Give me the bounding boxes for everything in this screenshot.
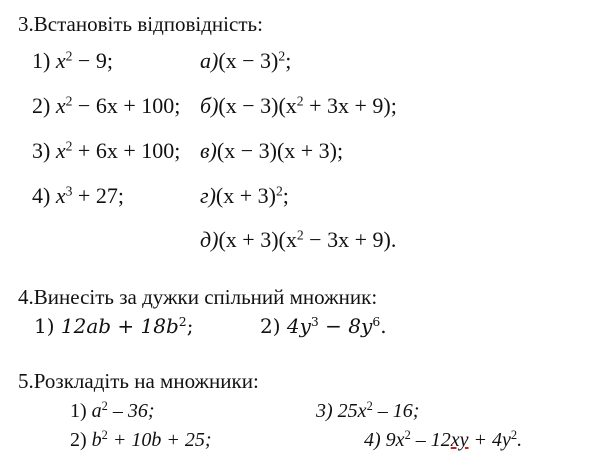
task-5-item-3-rest: – 16;	[372, 400, 420, 422]
task-3-right-g-rest: ;	[282, 183, 289, 208]
task-3-left-2-rest: − 6x + 100;	[72, 93, 181, 118]
task-3-right-a	[200, 50, 291, 72]
task-4-item-1-base: 12ab + 18b	[60, 314, 179, 338]
task-3-left-2	[32, 95, 180, 117]
task-3-left-1	[32, 50, 113, 72]
task-4-item-1-label: 1)	[34, 314, 55, 338]
task-3-left-3-sup: 2	[65, 138, 73, 154]
task-3-right-a-label: а)	[200, 48, 219, 73]
task-5-item-1-sup: 2	[101, 399, 108, 414]
task-4-item-2	[260, 316, 387, 336]
task-3-left-2-base: x	[55, 93, 66, 118]
task-4-item-2-base: 4y	[286, 314, 311, 338]
task-5-item-4-sup2: 2	[510, 428, 518, 443]
task-3-right-d-sup: 2	[296, 227, 304, 243]
task-5-item-1-base: a	[91, 400, 102, 422]
task-3-right-d-base: (x + 3)(x	[218, 227, 297, 252]
task-5-item-3	[316, 401, 419, 421]
task-3-right-b-base: (x − 3)(x	[218, 93, 297, 118]
task-3-right-a-base: (x − 3)	[218, 48, 279, 73]
task-3-title-text: 3.Встановіть відповідність:	[18, 12, 263, 36]
task-3-right-v-label: в)	[200, 138, 217, 163]
task-3-left-1-sup: 2	[65, 48, 73, 64]
task-3-left-4-rest: + 27;	[72, 183, 124, 208]
task-5-item-2-label: 2)	[70, 429, 87, 451]
task-3-left-4-base: x	[55, 183, 66, 208]
task-3-left-4-sup: 3	[65, 183, 73, 199]
task-5-item-4	[364, 430, 522, 450]
task-3-right-v-base: (x − 3)(x + 3);	[216, 138, 344, 163]
task-3-left-3	[32, 140, 180, 162]
task-5-item-4-mid: – 12	[410, 429, 451, 451]
task-4-item-1-sup: 2	[178, 314, 187, 330]
task-4-item-2-mid: − 8y	[318, 314, 373, 338]
task-4-title	[18, 287, 377, 308]
task-4-title-text: 4.Винесіть за дужки спільний множник:	[18, 285, 378, 309]
task-4-item-1	[34, 316, 193, 336]
task-3-left-3-label: 3)	[32, 138, 51, 163]
task-3-left-3-rest: + 6x + 100;	[72, 138, 181, 163]
task-5-item-1-rest: – 36;	[107, 400, 155, 422]
task-3-left-1-label: 1)	[32, 48, 51, 73]
task-3-right-g-sup: 2	[275, 183, 283, 199]
task-3-right-d-rest: − 3x + 9).	[303, 227, 397, 252]
task-5-item-4-mid2: + 4y	[468, 429, 511, 451]
task-4-item-2-label: 2)	[260, 314, 281, 338]
task-3-title	[18, 14, 263, 35]
task-3-left-1-base: x	[55, 48, 66, 73]
task-5-item-2-sup: 2	[101, 428, 108, 443]
task-3-left-2-label: 2)	[32, 93, 51, 118]
task-5-item-1-label: 1)	[70, 400, 87, 422]
task-3-right-g	[200, 185, 289, 207]
task-5-item-4-base: 9x	[385, 429, 405, 451]
task-5-title	[18, 371, 259, 392]
task-3-right-a-sup: 2	[278, 48, 286, 64]
task-3-left-2-sup: 2	[65, 93, 73, 109]
task-5-item-4-sup: 2	[404, 428, 411, 443]
task-4-item-2-sup2: 6	[372, 314, 381, 330]
task-3-left-1-rest: − 9;	[72, 48, 113, 73]
task-4-item-2-sup: 3	[310, 314, 319, 330]
task-4-item-1-rest: ;	[186, 314, 194, 338]
task-4-item-2-rest: .	[380, 314, 387, 338]
task-3-right-a-rest: ;	[285, 48, 292, 73]
task-5-item-3-label: 3)	[316, 400, 333, 422]
task-3-right-b-rest: + 3x + 9);	[303, 93, 397, 118]
task-5-item-4-underlined: xy	[450, 429, 469, 451]
task-3-right-b-label: б)	[200, 93, 219, 118]
task-3-right-d-label: д)	[200, 227, 219, 252]
task-5-item-2-rest: + 10b + 25;	[107, 429, 212, 451]
task-3-right-v	[200, 140, 343, 162]
task-5-item-3-base: 25x	[337, 400, 367, 422]
task-5-item-4-label: 4)	[364, 429, 381, 451]
task-5-item-2	[70, 430, 212, 450]
task-3-left-4-label: 4)	[32, 183, 51, 208]
task-3-right-b-sup: 2	[296, 93, 304, 109]
task-3-right-g-label: г)	[200, 183, 216, 208]
task-3-right-g-base: (x + 3)	[215, 183, 276, 208]
task-3-left-3-base: x	[55, 138, 66, 163]
task-5-item-4-rest: .	[517, 429, 523, 451]
task-5-item-3-sup: 2	[366, 399, 373, 414]
task-5-item-2-base: b	[91, 429, 102, 451]
task-5-item-1	[70, 401, 155, 421]
task-5-title-text: 5.Розкладіть на множники:	[18, 369, 259, 393]
task-3-left-4	[32, 185, 124, 207]
task-3-right-b	[200, 95, 397, 117]
task-3-right-d	[200, 229, 396, 251]
